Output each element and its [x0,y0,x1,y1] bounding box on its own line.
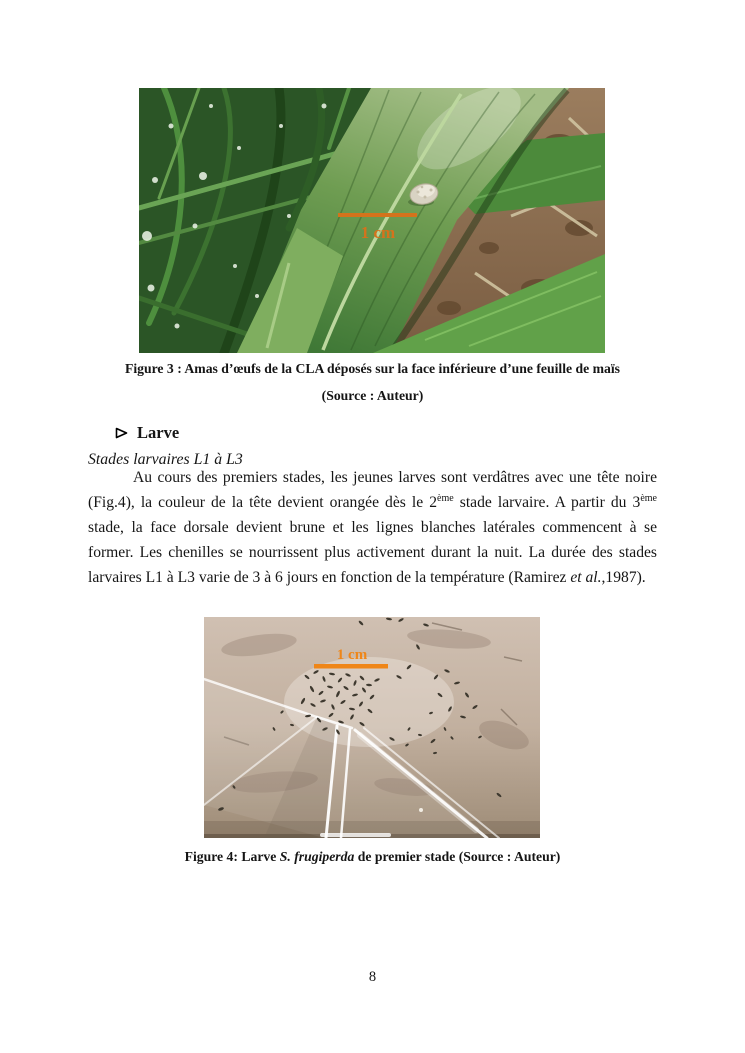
arrowhead-bullet-icon [115,427,128,439]
superscript-eme: ème [640,492,657,504]
figure4-scale-label: 1 cm [336,647,368,663]
etal-italic: et al. [570,569,602,586]
figure3-scale-label: 1 cm [360,223,396,242]
figure3-caption: Figure 3 : Amas d’œufs de la CLA déposés sur la face inférieure d’une feuille de maïs [124,361,621,376]
figure3-photo [139,88,605,353]
maize-leaf-egg-photo-art [139,88,605,353]
page-number: 8 [368,969,377,985]
larve-heading [115,423,179,443]
figure4-caption: Figure 4: Larve S. frugiperda de premier stade (Source : Auteur) [184,849,561,864]
larve-heading-label: Larve [137,423,180,442]
stades-larvaires-subheading: Stades larvaires L1 à L3 [88,451,243,468]
figure3-scale-bar [338,213,417,217]
figure4-scale-bar [314,664,388,669]
figure4-photo [204,617,540,838]
figure3-source: (Source : Auteur) [321,388,424,403]
species-name-italic: S. frugiperda [279,849,355,864]
larvae-photo-art [204,617,540,838]
superscript-eme: ème [437,492,454,504]
body-paragraph: Au cours des premiers stades, les jeunes larves sont verdâtres avec une tête noire (Fig.4), la couleur de la tête devient orangée dès le 2ème stade larvaire. A partir du 3ème stade, la face dorsale devient brune et les lignes blanches latérales commencent à se former. Les chenilles se nourrissent plus activement durant la nuit. La durée des stades larvaires L1 à L3 varie de 3 à 6 jours en fonction de la température (Ramirez et al.,1987). [88,469,657,586]
